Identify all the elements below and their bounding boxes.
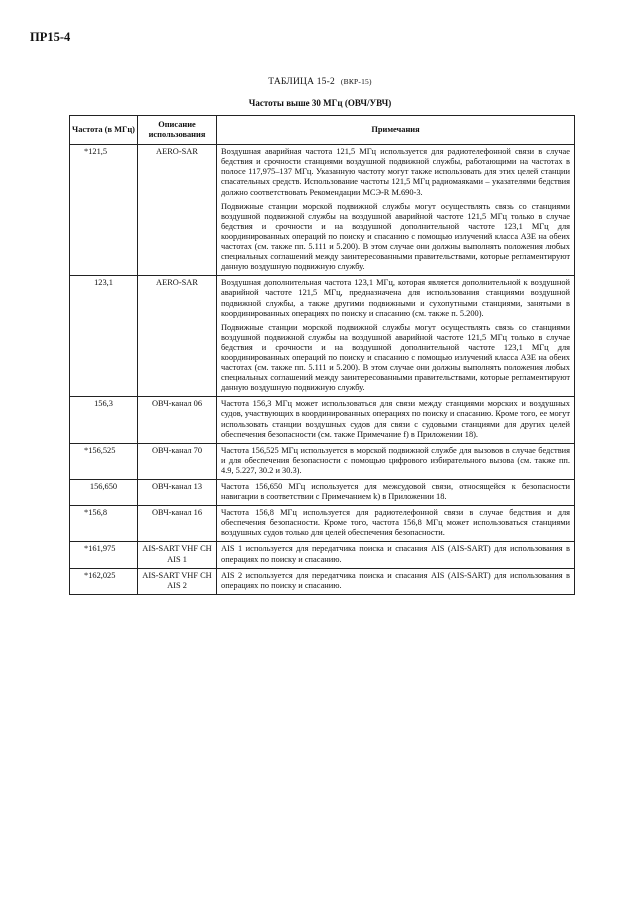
page-identifier: ПР15-4 bbox=[30, 30, 71, 44]
cell-notes bbox=[217, 145, 575, 276]
cell-usage: AIS-SART VHF CH AIS 2 bbox=[138, 568, 217, 594]
table-reference: (ВКР-15) bbox=[340, 77, 372, 86]
cell-frequency: 123,1 bbox=[70, 276, 138, 397]
cell-frequency: *156,8 bbox=[70, 506, 138, 542]
cell-usage: AIS-SART VHF CH AIS 1 bbox=[138, 542, 217, 568]
table-header-row bbox=[70, 116, 575, 145]
table-row bbox=[70, 568, 575, 594]
note-paragraph: Частота 156,8 МГц используется для радиотелефонной связи в случае бедствия и для обеспечения безопасности. Кроме того, частота 156,8 МГц может использоваться станциями воздушных судов только для целей обеспечения безопасности. bbox=[221, 508, 570, 538]
cell-usage: AERO-SAR bbox=[138, 145, 217, 276]
cell-frequency: *121,5 bbox=[70, 145, 138, 276]
cell-notes bbox=[217, 276, 575, 397]
cell-notes bbox=[217, 542, 575, 568]
cell-usage: ОВЧ-канал 70 bbox=[138, 443, 217, 479]
note-paragraph: Частота 156,650 МГц используется для межсудовой связи, относящейся к безопасности навигации в соответствии с Примечанием k) в Приложении 18. bbox=[221, 482, 570, 502]
table-row bbox=[70, 443, 575, 479]
note-paragraph: Воздушная дополнительная частота 123,1 МГц, которая является дополнительной к воздушной аварийной частоте 121,5 МГц, предназначена для использования станциями воздушной подвижной службы, а также другими подвижными и сухопутными станциями, занятыми в координированных операциях по поиску и спасанию (см. также п. 5.200). bbox=[221, 278, 570, 318]
cell-frequency: *162,025 bbox=[70, 568, 138, 594]
table-row bbox=[70, 397, 575, 443]
cell-frequency: *156,525 bbox=[70, 443, 138, 479]
note-paragraph: Частота 156,525 МГц используется в морской подвижной службе для вызовов в случае бедствия и для обеспечения безопасности с помощью цифрового избирательного вызова (см. также пп. 4.9, 5.227, 30.2 и 30.3). bbox=[221, 445, 570, 475]
header-frequency: Частота (в МГц) bbox=[70, 116, 138, 145]
cell-frequency: 156,650 bbox=[70, 480, 138, 506]
note-paragraph: Подвижные станции морской подвижной службы могут осуществлять связь со станциями воздушной подвижной службы на воздушной аварийной частоте 121,5 МГц только в случае бедствия и срочности и на воздушной дополнительной частоте 123,1 МГц для координированных операций по поиску и спасанию с помощью излучений класса A3E на обеих частотах (см. также пп. 5.111 и 5.200). В этом случае они должны выполнять положения любых специальных соглашений между заинтересованными правительствами, которые регламентируют данную воздушную подвижную службу. bbox=[221, 201, 570, 272]
note-paragraph: Воздушная аварийная частота 121,5 МГц используется для радиотелефонной связи в случае бедствия и срочности станциями воздушной подвижной службы, работающими на частотах в полосе 117,975–137 МГц. Указанную частоту могут также использовать для этих целей станции спасательных средств. Использование частоты 121,5 МГц радиомаяками – указателями бедствия должно соответствовать Рекомендации МСЭ-R M.690-3. bbox=[221, 147, 570, 197]
header-notes: Примечания bbox=[217, 116, 575, 145]
table-row bbox=[70, 145, 575, 276]
cell-notes bbox=[217, 568, 575, 594]
cell-notes bbox=[217, 443, 575, 479]
table-row bbox=[70, 506, 575, 542]
frequency-table bbox=[69, 115, 575, 595]
cell-frequency: *161,975 bbox=[70, 542, 138, 568]
cell-frequency: 156,3 bbox=[70, 397, 138, 443]
note-paragraph: AIS 2 используется для передатчика поиска и спасания AIS (AIS-SART) для использования в операциях по поиску и спасанию. bbox=[221, 570, 570, 590]
cell-usage: ОВЧ-канал 06 bbox=[138, 397, 217, 443]
table-caption: ТАБЛИЦА 15-2 bbox=[268, 77, 335, 87]
cell-notes bbox=[217, 397, 575, 443]
cell-notes bbox=[217, 506, 575, 542]
cell-notes bbox=[217, 480, 575, 506]
table-subtitle: Частоты выше 30 МГц (ОВЧ/УВЧ) bbox=[248, 98, 392, 108]
note-paragraph: AIS 1 используется для передатчика поиска и спасания AIS (AIS-SART) для использования в операциях по поиску и спасанию. bbox=[221, 544, 570, 564]
table-row bbox=[70, 276, 575, 397]
note-paragraph: Подвижные станции морской подвижной службы могут осуществлять связь со станциями воздушной подвижной службы на воздушной аварийной частоте 121,5 МГц только в случае бедствия и срочности и на воздушной дополнительной частоте 123,1 МГц для координированных операций по поиску и спасанию с помощью излучений класса A3E на обеих частотах (см. также пп. 5.111 и 5.200). В этом случае они должны выполнять положения любых специальных соглашений между заинтересованными правительствами, которые регламентируют данную воздушную подвижную службу. bbox=[221, 322, 570, 393]
header-usage: Описание использования bbox=[138, 116, 217, 145]
cell-usage: ОВЧ-канал 13 bbox=[138, 480, 217, 506]
table-row bbox=[70, 480, 575, 506]
cell-usage: AERO-SAR bbox=[138, 276, 217, 397]
table-row bbox=[70, 542, 575, 568]
table-caption-line bbox=[0, 77, 640, 87]
note-paragraph: Частота 156,3 МГц может использоваться для связи между станциями морских и воздушных судов, участвующих в координированных операциях по поиску и спасанию. Кроме того, ее могут использовать станции воздушных судов для связи с судовыми станциями для других целей обеспечения безопасности (см. также Примечание f) в Приложении 18). bbox=[221, 399, 570, 439]
cell-usage: ОВЧ-канал 16 bbox=[138, 506, 217, 542]
